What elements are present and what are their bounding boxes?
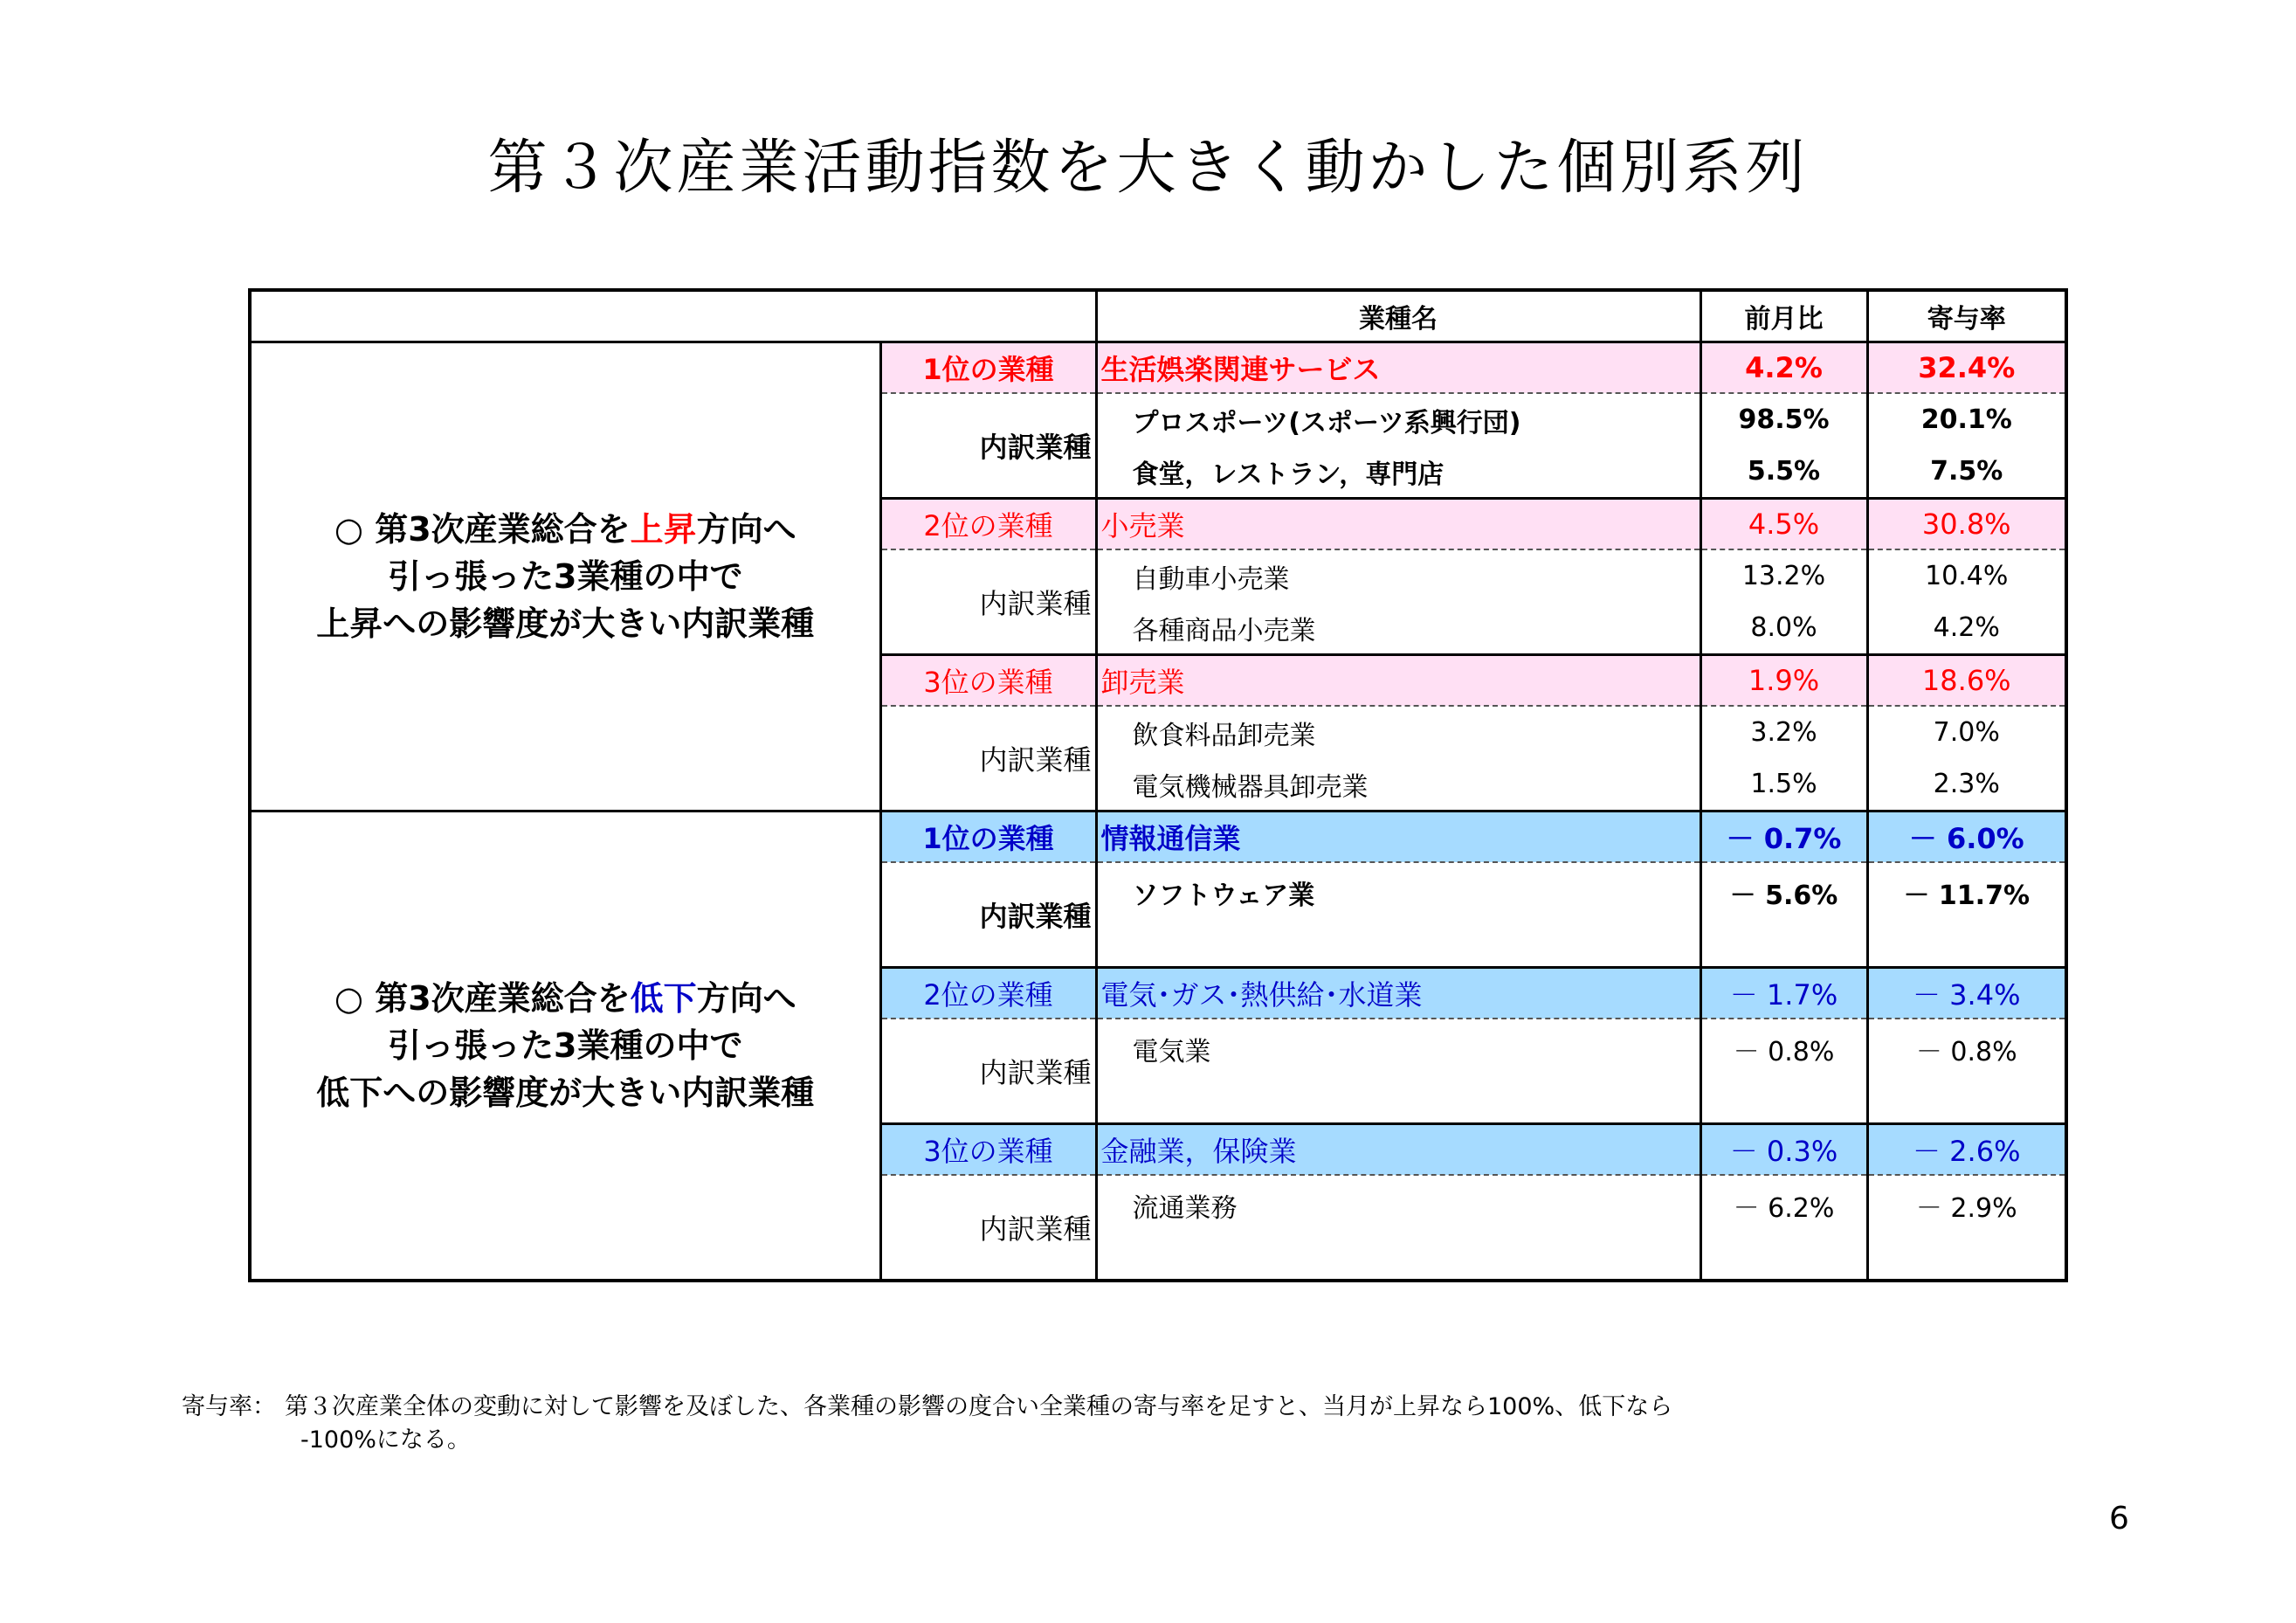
down-rank2-item1-name: 電気業 [1096, 1019, 1700, 1124]
down-group-line2: 引っ張った3業種の中で [388, 1026, 743, 1065]
down-rank1-label: 1位の業種 [880, 812, 1096, 863]
up-rank1-row [250, 342, 2066, 394]
down-rank3-item1-mom: － 6.2% [1700, 1175, 1867, 1281]
down-group-label [250, 812, 880, 1281]
up-rank3-name: 卸売業 [1096, 655, 1700, 707]
up-rank2-item2-name: 各種商品小売業 [1096, 602, 1700, 655]
up-group-label [250, 342, 880, 812]
up-group-line1: ○ 第3次産業総合を上昇方向へ [334, 510, 796, 549]
down-rank3-label: 3位の業種 [880, 1124, 1096, 1176]
down-rank2-item1-contrib: － 0.8% [1867, 1019, 2066, 1124]
footnote-line1: 第３次産業全体の変動に対して影響を及ぼした、各業種の影響の度合い全業種の寄与率を足すと、当月が上昇なら100%、低下なら [285, 1393, 1673, 1420]
header-mom: 前月比 [1700, 290, 1867, 342]
down-rank1-contrib: － 6.0% [1867, 812, 2066, 863]
up-rank1-item1-name: プロスポーツ(スポーツ系興行団) [1096, 393, 1700, 445]
up-rank1-item1-mom: 98.5% [1700, 393, 1867, 445]
page-title: 第３次産業活動指数を大きく動かした個別系列 [487, 134, 1809, 203]
down-emphasis: 低下 [630, 979, 697, 1018]
header-blank [250, 290, 1096, 342]
up-rank3-item1-name: 飲食料品卸売業 [1096, 706, 1700, 758]
up-group-line2: 引っ張った3業種の中で [388, 557, 743, 596]
up-rank1-breakdown-label: 内訳業種 [880, 393, 1096, 499]
index-table [248, 288, 2068, 1282]
down-rank2-item1-mom: － 0.8% [1700, 1019, 1867, 1124]
up-rank2-item1-mom: 13.2% [1700, 549, 1867, 602]
up-rank1-contrib: 32.4% [1867, 342, 2066, 394]
up-rank1-item2-contrib: 7.5% [1867, 445, 2066, 499]
footnote-line2: -100%になる。 [300, 1426, 471, 1454]
down-rank3-mom: － 0.3% [1700, 1124, 1867, 1176]
table-header-row [250, 290, 2066, 342]
up-rank2-item1-contrib: 10.4% [1867, 549, 2066, 602]
down-rank2-breakdown-label: 内訳業種 [880, 1019, 1096, 1124]
up-rank1-item1-contrib: 20.1% [1867, 393, 2066, 445]
up-rank1-item2-mom: 5.5% [1700, 445, 1867, 499]
up-rank3-breakdown-label: 内訳業種 [880, 706, 1096, 812]
down-rank3-item1-contrib: － 2.9% [1867, 1175, 2066, 1281]
up-rank3-item1-mom: 3.2% [1700, 706, 1867, 758]
down-rank1-item1-mom: － 5.6% [1700, 862, 1867, 968]
down-rank1-item1-name: ソフトウェア業 [1096, 862, 1700, 968]
up-rank3-item2-contrib: 2.3% [1867, 758, 2066, 812]
down-group-line3: 低下への影響度が大きい内訳業種 [316, 1074, 815, 1112]
down-rank2-contrib: － 3.4% [1867, 968, 2066, 1019]
up-emphasis: 上昇 [630, 510, 697, 549]
up-rank3-item2-name: 電気機械器具卸売業 [1096, 758, 1700, 812]
down-rank2-label: 2位の業種 [880, 968, 1096, 1019]
up-rank2-label: 2位の業種 [880, 499, 1096, 550]
down-rank3-contrib: － 2.6% [1867, 1124, 2066, 1176]
up-rank2-contrib: 30.8% [1867, 499, 2066, 550]
down-rank3-item1-name: 流通業務 [1096, 1175, 1700, 1281]
down-rank1-breakdown-label: 内訳業種 [880, 862, 1096, 968]
header-contrib: 寄与率 [1867, 290, 2066, 342]
up-rank2-item2-mom: 8.0% [1700, 602, 1867, 655]
down-rank1-mom: － 0.7% [1700, 812, 1867, 863]
down-group-line1: ○ 第3次産業総合を低下方向へ [334, 979, 796, 1018]
up-rank3-contrib: 18.6% [1867, 655, 2066, 707]
down-rank1-row [250, 812, 2066, 863]
up-rank2-name: 小売業 [1096, 499, 1700, 550]
up-rank3-mom: 1.9% [1700, 655, 1867, 707]
down-rank2-name: 電気･ガス･熱供給･水道業 [1096, 968, 1700, 1019]
up-rank3-label: 3位の業種 [880, 655, 1096, 707]
footnote [182, 1391, 2086, 1457]
down-rank3-breakdown-label: 内訳業種 [880, 1175, 1096, 1281]
up-rank1-name: 生活娯楽関連サービス [1096, 342, 1700, 394]
up-group-line3: 上昇への影響度が大きい内訳業種 [316, 604, 815, 643]
down-rank1-name: 情報通信業 [1096, 812, 1700, 863]
up-rank2-item2-contrib: 4.2% [1867, 602, 2066, 655]
up-rank3-item2-mom: 1.5% [1700, 758, 1867, 812]
up-rank1-item2-name: 食堂，レストラン，専門店 [1096, 445, 1700, 499]
up-rank2-item1-name: 自動車小売業 [1096, 549, 1700, 602]
up-rank1-mom: 4.2% [1700, 342, 1867, 394]
footnote-label: 寄与率： [182, 1393, 276, 1420]
up-rank2-mom: 4.5% [1700, 499, 1867, 550]
down-rank2-mom: － 1.7% [1700, 968, 1867, 1019]
down-rank1-item1-contrib: － 11.7% [1867, 862, 2066, 968]
up-rank1-label: 1位の業種 [880, 342, 1096, 394]
header-industry: 業種名 [1096, 290, 1700, 342]
down-rank3-name: 金融業，保険業 [1096, 1124, 1700, 1176]
up-rank3-item1-contrib: 7.0% [1867, 706, 2066, 758]
page-number: 6 [2109, 1501, 2129, 1537]
up-rank2-breakdown-label: 内訳業種 [880, 549, 1096, 655]
